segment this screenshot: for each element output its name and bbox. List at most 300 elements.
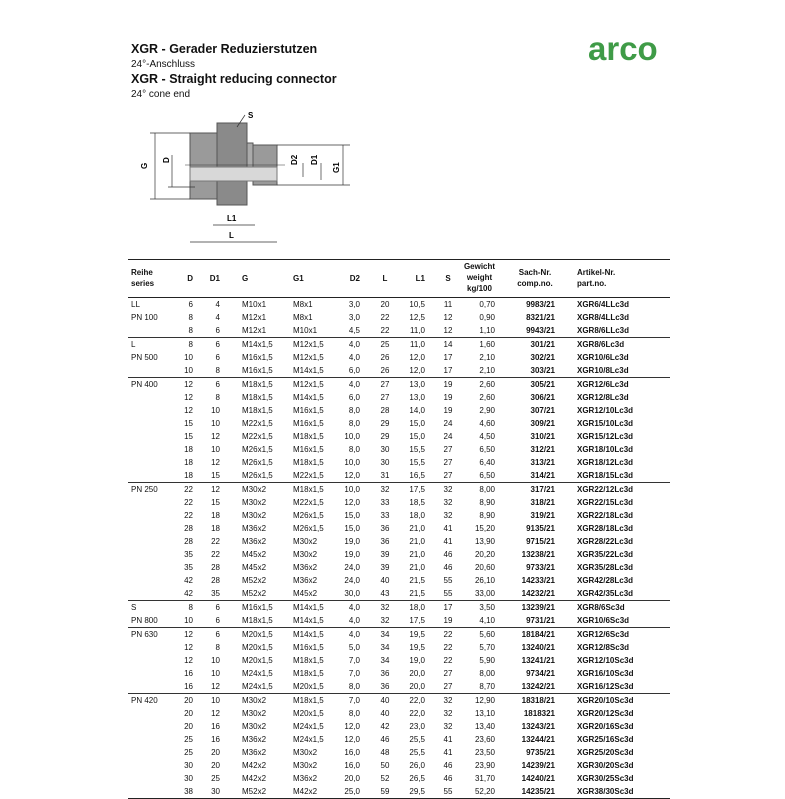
cell-s: 22 [443,656,453,665]
cell-weight: 5,90 [479,656,495,665]
cell-d: 8 [188,326,193,335]
cell-g1: M12x1,5 [293,353,324,362]
cell-g1: M18x1,5 [293,485,324,494]
table-row [128,364,670,377]
cell-g: M52x2 [242,576,267,585]
cell-weight: 15,20 [474,524,495,533]
cell-d1: 12 [211,458,220,467]
cell-weight: 12,90 [474,696,495,705]
cell-g: M18x1,5 [242,406,273,415]
arco-logo: arco [588,30,658,67]
cell-l: 26 [380,366,390,375]
cell-d1: 10 [211,445,220,454]
cell-l1: 20,0 [409,669,425,678]
cell-comp: 303/21 [530,366,555,375]
cell-d2: 12,0 [344,471,360,480]
cell-d: 18 [184,445,193,454]
cell-part: XGR10/6Lc3d [577,353,629,362]
cell-l1: 21,0 [409,537,425,546]
cell-l1: 13,0 [409,380,425,389]
cell-d2: 8,0 [348,709,360,718]
cell-part: XGR8/6LLc3d [577,326,630,335]
cell-weight: 6,50 [479,471,495,480]
table-row [128,548,670,561]
cell-d: 22 [184,511,193,520]
cell-g: M52x2 [242,589,267,598]
cell-g: M36x2 [242,735,267,744]
cell-comp: 14240/21 [521,774,555,783]
cell-d2: 12,0 [344,498,360,507]
cell-comp: 13244/21 [521,735,555,744]
cell-d2: 8,0 [348,682,360,691]
column-header-series: series [131,279,155,288]
cell-comp: 305/21 [530,380,555,389]
cell-d2: 20,0 [344,774,360,783]
cell-s: 32 [443,722,453,731]
cell-g: M52x2 [242,787,267,796]
cell-d: 42 [184,589,193,598]
cell-d1: 20 [211,748,220,757]
cell-d1: 12 [211,709,220,718]
table-row [128,404,670,417]
cell-l: 39 [380,550,390,559]
cell-s: 46 [443,774,453,783]
cell-g: M22x1,5 [242,419,273,428]
cell-l: 30 [380,445,390,454]
cell-g1: M14x1,5 [293,366,324,375]
cell-g: M10x1 [242,300,267,309]
cell-d1: 8 [215,643,220,652]
cell-weight: 33,00 [474,589,495,598]
cell-l: 34 [380,643,390,652]
cell-d: 20 [184,696,193,705]
cell-l: 40 [380,696,390,705]
cell-d: 6 [188,300,193,309]
cell-weight: 20,60 [474,563,495,572]
cell-d1: 12 [211,485,220,494]
cell-d: 28 [184,537,193,546]
cell-weight: 6,40 [479,458,495,467]
cell-d1: 28 [211,563,220,572]
cell-l1: 18,5 [409,498,425,507]
column-header-g: G [242,274,249,283]
cell-g1: M8x1 [293,300,313,309]
cell-d1: 6 [215,340,220,349]
connector-drawing [185,123,285,205]
cell-g1: M30x2 [293,761,318,770]
cell-g1: M36x2 [293,563,318,572]
cell-s: 19 [443,406,453,415]
cell-s: 32 [443,511,453,520]
cell-l1: 22,0 [409,709,425,718]
cell-weight: 2,10 [479,366,495,375]
cell-s: 19 [443,393,453,402]
cell-g: M30x2 [242,498,267,507]
cell-g1: M30x2 [293,550,318,559]
title-de: XGR - Gerader Reduzierstutzen [131,42,318,56]
label-l: L [229,231,234,240]
cell-g: M42x2 [242,761,267,770]
cell-s: 55 [443,589,453,598]
cell-part: XGR20/16Sc3d [577,722,634,731]
table-row [128,627,670,641]
cell-d2: 4,0 [348,603,360,612]
cell-d: 38 [184,787,193,796]
cell-d: 16 [184,669,193,678]
cell-l: 36 [380,524,390,533]
cell-part: XGR42/28Lc3d [577,576,634,585]
table-row [128,496,670,509]
cell-d1: 10 [211,406,220,415]
cell-g1: M10x1 [293,326,318,335]
cell-l1: 15,0 [409,432,425,441]
cell-d2: 5,0 [348,643,360,652]
cell-g1: M14x1,5 [293,393,324,402]
cell-comp: 9733/21 [526,563,555,572]
column-header-weight: kg/100 [467,284,492,293]
cell-d: 10 [184,366,193,375]
cell-weight: 2,60 [479,380,495,389]
cell-s: 17 [443,603,453,612]
cell-weight: 8,70 [479,682,495,691]
cell-l1: 16,5 [409,471,425,480]
cell-d2: 4,0 [348,630,360,639]
cell-d: 25 [184,735,193,744]
cell-l: 36 [380,682,390,691]
cell-l1: 15,5 [409,458,425,467]
cell-weight: 4,50 [479,432,495,441]
cell-weight: 2,60 [479,393,495,402]
cell-g1: M24x1,5 [293,722,324,731]
column-header-comp: comp.no. [517,279,553,288]
cell-l: 48 [380,748,390,757]
cell-l: 40 [380,709,390,718]
cell-g1: M12x1,5 [293,340,324,349]
cell-l: 34 [380,656,390,665]
cell-g1: M30x2 [293,537,318,546]
cell-comp: 14239/21 [521,761,555,770]
cell-g: M20x1,5 [242,630,273,639]
cell-g: M12x1 [242,313,267,322]
cell-part: XGR12/10Sc3d [577,656,634,665]
cell-d1: 16 [211,722,220,731]
cell-part: XGR12/6Sc3d [577,630,630,639]
table-row [128,693,670,707]
cell-d2: 16,0 [344,761,360,770]
cell-d2: 7,0 [348,669,360,678]
cell-s: 32 [443,696,453,705]
table-row [128,654,670,667]
cell-g1: M18x1,5 [293,669,324,678]
cell-d2: 19,0 [344,537,360,546]
cell-l: 27 [380,393,390,402]
cell-d: 30 [184,774,193,783]
cell-g: M20x1,5 [242,643,273,652]
cell-series: L [131,340,136,349]
label-s: S [248,111,254,120]
cell-comp: 14232/21 [521,589,555,598]
cell-d: 8 [188,340,193,349]
cell-part: XGR25/20Sc3d [577,748,634,757]
cell-l1: 15,0 [409,419,425,428]
cell-s: 27 [443,471,453,480]
cell-l1: 18,0 [409,511,425,520]
cell-l1: 26,5 [409,774,425,783]
cell-d2: 8,0 [348,445,360,454]
cell-part: XGR8/4LLc3d [577,313,630,322]
cell-s: 17 [443,366,453,375]
table-row [128,785,670,798]
cell-g1: M18x1,5 [293,656,324,665]
subtitle-de: 24°-Anschluss [131,59,196,70]
cell-l1: 15,5 [409,445,425,454]
cell-g1: M18x1,5 [293,458,324,467]
cell-l1: 19,0 [409,656,425,665]
cell-g: M30x2 [242,696,267,705]
cell-s: 27 [443,669,453,678]
cell-d1: 6 [215,630,220,639]
cell-g: M36x2 [242,537,267,546]
cell-d2: 24,0 [344,576,360,585]
cell-l1: 29,5 [409,787,425,796]
table-row [128,324,670,337]
cell-d2: 4,5 [348,326,360,335]
cell-part: XGR20/12Sc3d [577,709,634,718]
cell-l: 28 [380,406,390,415]
cell-g: M36x2 [242,748,267,757]
cell-l1: 11,0 [410,326,425,335]
cell-weight: 20,20 [474,550,495,559]
cell-part: XGR22/12Lc3d [577,485,634,494]
cell-d: 35 [184,563,193,572]
cell-weight: 1,60 [479,340,495,349]
table-row [128,469,670,482]
cell-l: 39 [380,563,390,572]
cell-d2: 3,0 [348,300,360,309]
cell-comp: 14233/21 [521,576,555,585]
cell-g1: M18x1,5 [293,432,324,441]
cell-l: 31 [380,471,390,480]
cell-l1: 14,0 [409,406,425,415]
cell-g1: M26x1,5 [293,511,324,520]
cell-g: M18x1,5 [242,380,273,389]
cell-g: M20x1,5 [242,656,273,665]
cell-l: 27 [380,380,390,389]
cell-weight: 23,50 [474,748,495,757]
cell-g1: M14x1,5 [293,630,324,639]
table-row [128,535,670,548]
cell-d1: 22 [211,537,220,546]
cell-l: 33 [380,511,390,520]
cell-s: 12 [443,326,453,335]
cell-s: 22 [443,630,453,639]
cell-l1: 11,0 [410,340,425,349]
cell-g1: M14x1,5 [293,616,324,625]
cell-part: XGR35/22Lc3d [577,550,634,559]
cell-s: 19 [443,380,453,389]
table-row [128,759,670,772]
cell-d2: 30,0 [344,589,360,598]
cell-d2: 4,0 [348,353,360,362]
table-row [128,456,670,469]
label-g: G [140,162,149,169]
cell-d: 35 [184,550,193,559]
table-row [128,641,670,654]
cell-comp: 13242/21 [521,682,555,691]
cell-weight: 8,90 [479,511,495,520]
cell-l1: 13,0 [409,393,425,402]
cell-weight: 8,00 [479,669,495,678]
cell-l: 32 [380,603,390,612]
cell-weight: 13,40 [474,722,495,731]
cell-g: M14x1,5 [242,340,273,349]
cell-g1: M36x2 [293,576,318,585]
cell-d2: 15,0 [344,524,360,533]
table-row [128,522,670,535]
cell-d2: 6,0 [348,366,360,375]
cell-part: XGR20/10Sc3d [577,696,634,705]
cell-part: XGR10/6Sc3d [577,616,630,625]
cell-g1: M42x2 [293,787,318,796]
connector-diagram [125,105,375,255]
cell-d2: 15,0 [344,511,360,520]
cell-d: 15 [184,432,193,441]
cell-l: 22 [380,313,390,322]
cell-d2: 12,0 [344,722,360,731]
table-row [128,482,670,496]
cell-l1: 21,5 [409,576,425,585]
cell-comp: 307/21 [530,406,555,415]
cell-d2: 24,0 [344,563,360,572]
cell-l1: 21,0 [409,563,425,572]
label-d2: D2 [290,154,299,165]
cell-weight: 4,10 [479,616,495,625]
table-row [128,614,670,627]
cell-s: 32 [443,485,453,494]
cell-part: XGR35/28Lc3d [577,563,634,572]
cell-part: XGR15/10Lc3d [577,419,634,428]
cell-g1: M20x1,5 [293,709,324,718]
cell-d2: 10,0 [344,458,360,467]
cell-d2: 16,0 [344,748,360,757]
cell-s: 46 [443,563,453,572]
cell-d1: 10 [211,669,220,678]
table-row [128,298,670,311]
cell-d2: 6,0 [348,393,360,402]
label-d1: D1 [310,154,319,165]
label-g1: G1 [332,162,341,173]
cell-s: 41 [443,735,453,744]
cell-comp: 13243/21 [521,722,555,731]
cell-part: XGR22/18Lc3d [577,511,634,520]
cell-d: 12 [184,630,193,639]
cell-s: 24 [443,432,453,441]
cell-part: XGR30/25Sc3d [577,774,634,783]
cell-part: XGR22/15Lc3d [577,498,634,507]
cell-s: 46 [443,761,453,770]
cell-s: 41 [443,524,453,533]
cell-comp: 302/21 [530,353,555,362]
cell-part: XGR12/10Lc3d [577,406,634,415]
cell-comp: 312/21 [530,445,555,454]
cell-l: 36 [380,537,390,546]
cell-l: 32 [380,616,390,625]
cell-d1: 6 [215,380,220,389]
cell-d: 8 [188,313,193,322]
cell-g: M42x2 [242,774,267,783]
cell-g1: M16x1,5 [293,419,324,428]
cell-d1: 12 [211,682,220,691]
cell-comp: 13239/21 [521,603,555,612]
cell-series: PN 100 [131,313,158,322]
cell-g1: M16x1,5 [293,643,324,652]
cell-weight: 0,70 [479,300,495,309]
cell-comp: 13241/21 [521,656,555,665]
cell-part: XGR42/35Lc3d [577,589,634,598]
cell-comp: 9943/21 [526,326,555,335]
cell-comp: 14235/21 [521,787,555,796]
cell-d: 25 [184,748,193,757]
cell-l1: 10,5 [409,300,425,309]
cell-l: 52 [380,774,390,783]
cell-d1: 18 [211,511,220,520]
cell-g1: M14x1,5 [293,603,324,612]
table-row [128,509,670,522]
cell-comp: 13238/21 [521,550,555,559]
cell-comp: 8321/21 [526,313,555,322]
cell-series: LL [131,300,140,309]
cell-comp: 319/21 [530,511,555,520]
cell-part: XGR8/6Sc3d [577,603,625,612]
cell-d: 10 [184,353,193,362]
cell-g: M24x1,5 [242,669,273,678]
cell-comp: 9715/21 [526,537,555,546]
cell-s: 11 [443,300,453,309]
cell-l: 36 [380,669,390,678]
cell-weight: 8,90 [479,498,495,507]
cell-series: PN 400 [131,380,158,389]
cell-d2: 8,0 [348,406,360,415]
cell-d2: 12,0 [344,735,360,744]
table-row [128,707,670,720]
cell-part: XGR15/12Lc3d [577,432,634,441]
cell-s: 46 [443,550,453,559]
cell-comp: 310/21 [530,432,555,441]
cell-g1: M26x1,5 [293,524,324,533]
column-header-s: S [445,274,451,283]
cell-g: M26x1,5 [242,458,273,467]
cell-series: S [131,603,137,612]
cell-d1: 10 [211,696,220,705]
cell-series: PN 420 [131,696,158,705]
cell-d1: 28 [211,576,220,585]
table-row [128,430,670,443]
cell-g: M30x2 [242,511,267,520]
cell-g: M16x1,5 [242,366,273,375]
cell-comp: 18318/21 [521,696,555,705]
cell-d1: 15 [211,471,220,480]
cell-d1: 22 [211,550,220,559]
cell-d1: 4 [215,300,220,309]
table-header [128,259,670,298]
cell-l: 30 [380,458,390,467]
cell-d2: 10,0 [344,485,360,494]
table-row [128,680,670,693]
cell-part: XGR16/10Sc3d [577,669,634,678]
cell-d2: 4,0 [348,616,360,625]
table-row [128,311,670,324]
cell-d1: 4 [215,313,220,322]
